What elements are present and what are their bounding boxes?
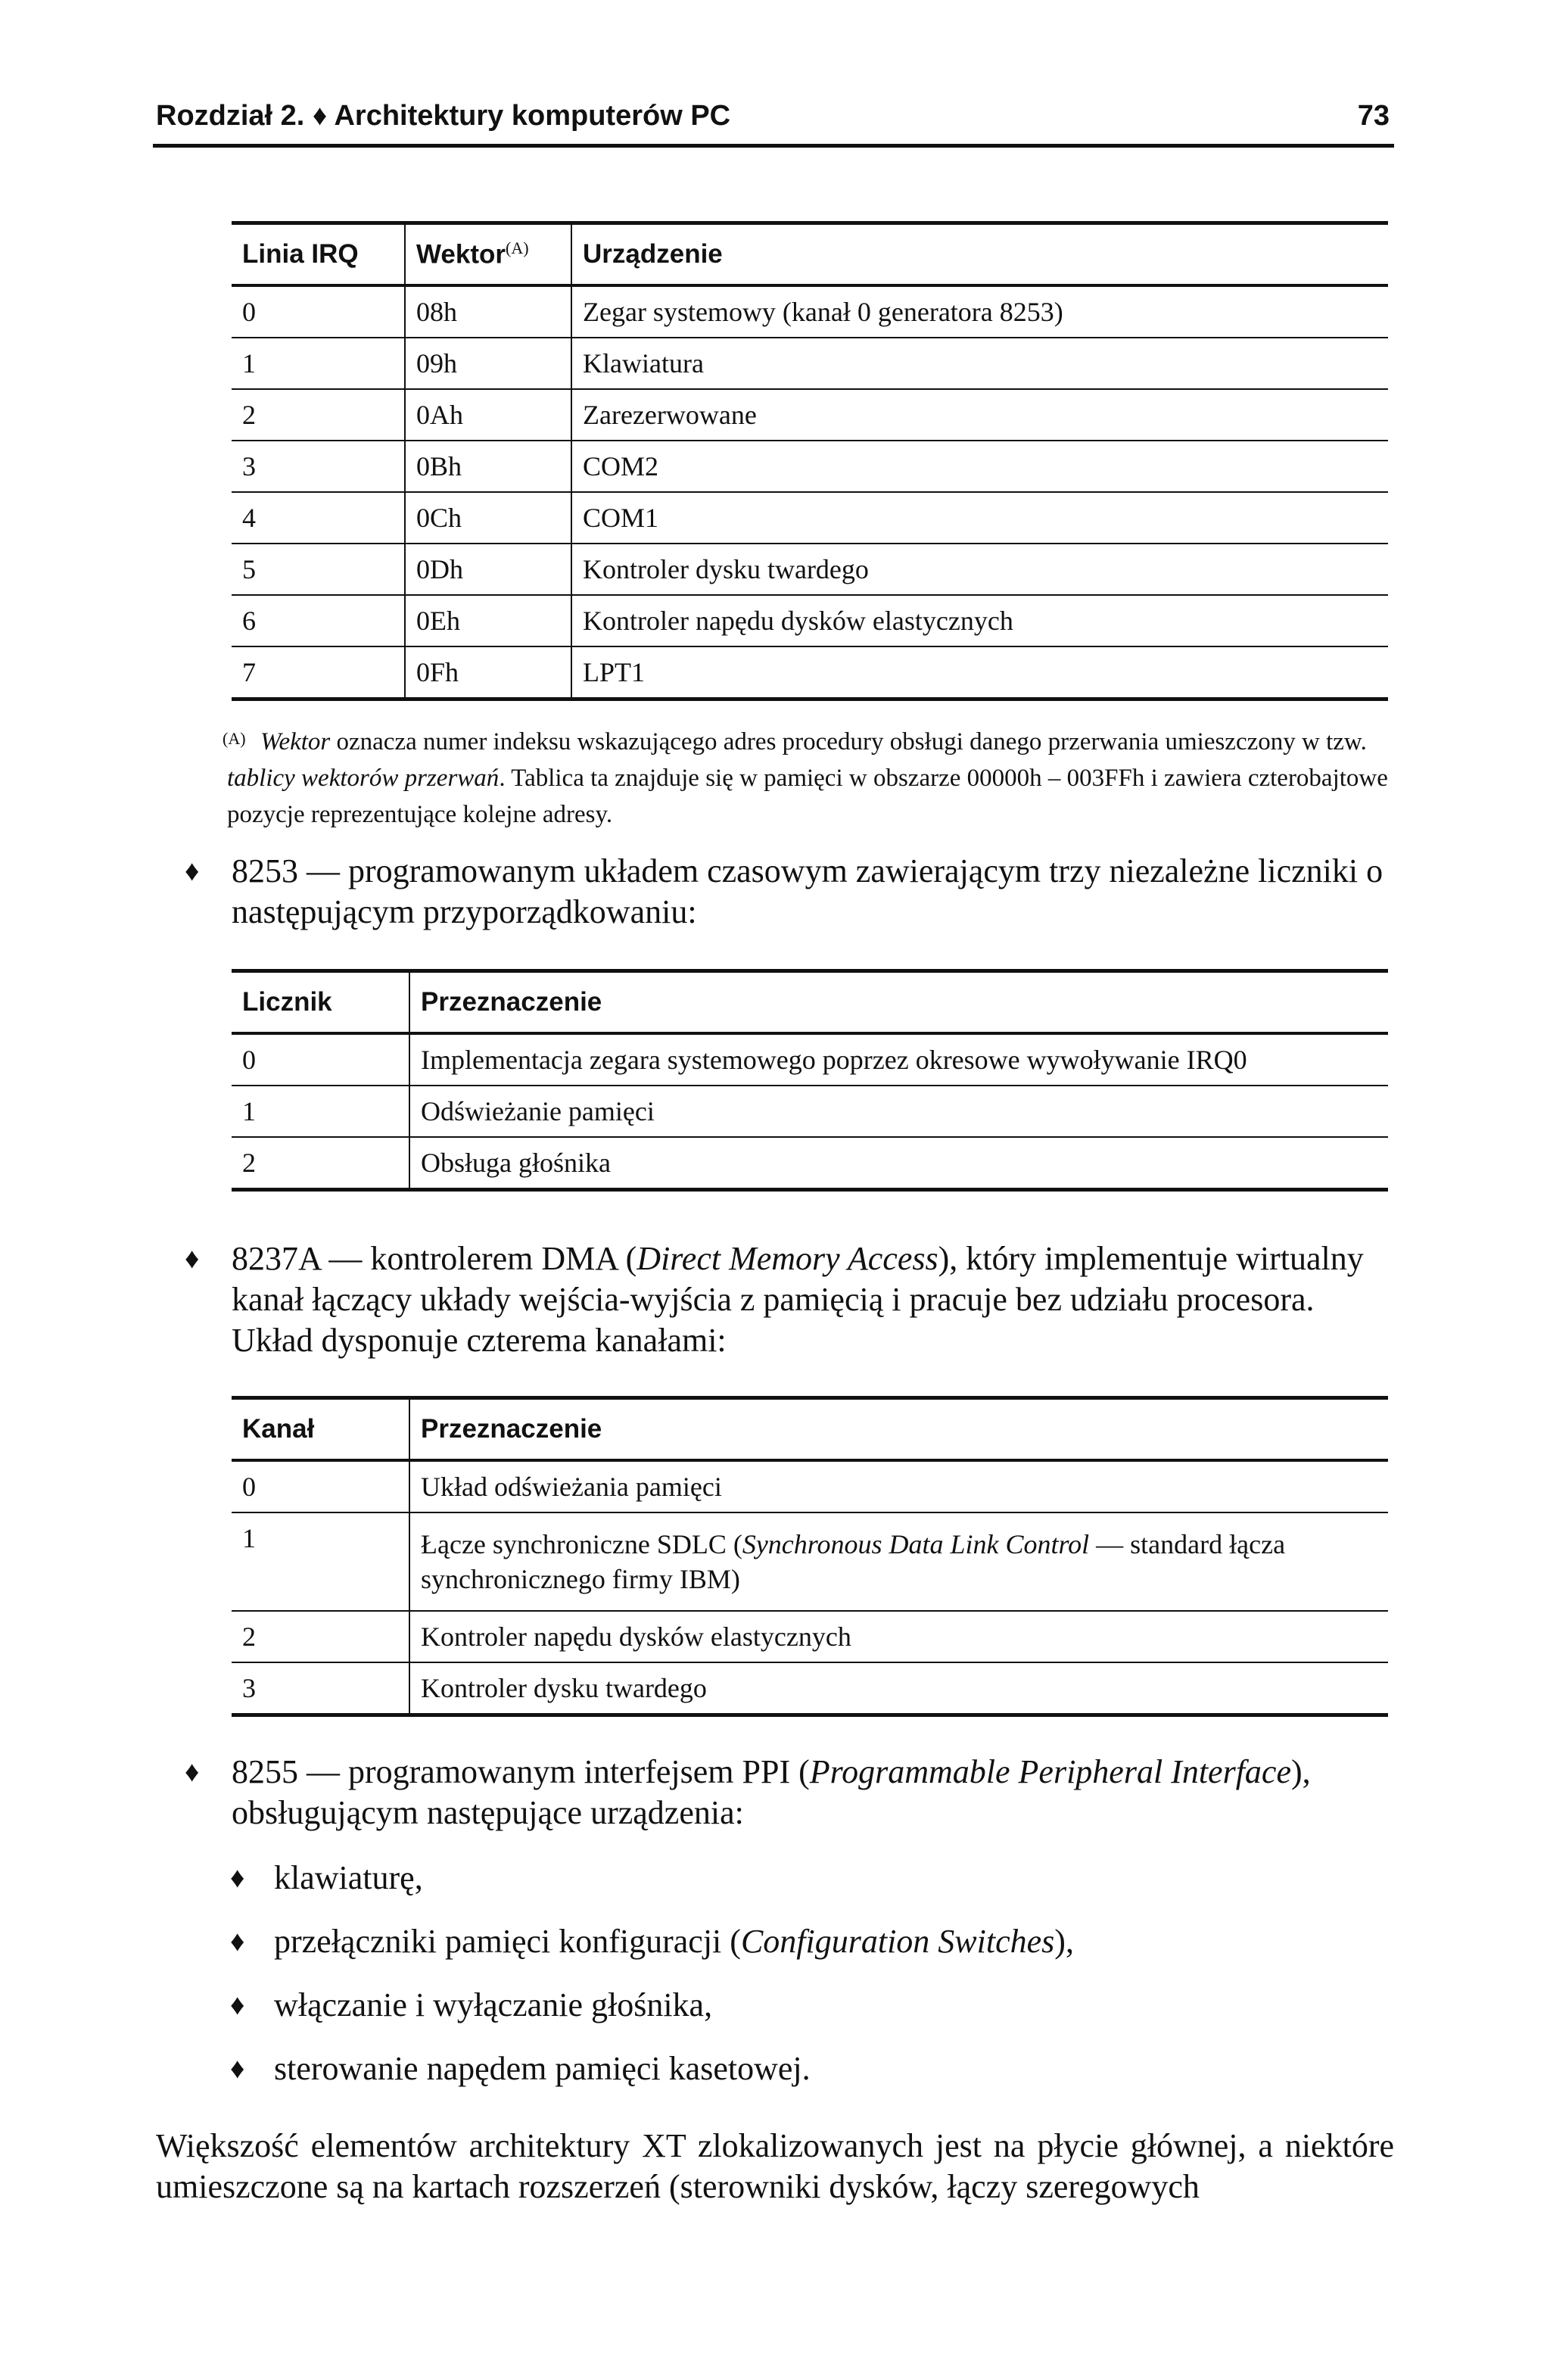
sub-bullet-keyboard: [230, 1858, 1365, 1903]
running-header: Rozdział 2. ♦ Architektury komputerów PC: [156, 100, 731, 132]
table-row: 2 Kontroler napędu dysków elastycznych: [232, 1611, 1388, 1662]
table-row: 6 0Eh Kontroler napędu dysków elastycznych: [232, 595, 1388, 646]
sub-bullet-text: sterowanie napędem pamięci kasetowej.: [274, 2050, 811, 2087]
table-row: 2 0Ah Zarezerwowane: [232, 389, 1388, 441]
table-row: 2 Obsługa głośnika: [232, 1137, 1388, 1190]
col-header-counter: Licznik: [232, 971, 409, 1034]
sub-bullet-text: przełączniki pamięci konfiguracji (Configuration Switches),: [274, 1923, 1074, 1960]
sub-bullet-switches: [230, 1921, 1365, 1967]
table-row: 3 Kontroler dysku twardego: [232, 1662, 1388, 1715]
table-footnote: (A) Wektor oznacza numer indeksu wskazującego adres procedury obsługi danego przerwania umieszczony w tzw. tablicy wektorów przerwań. Tablica ta znajduje się w pamięci w obszarze 00000h – 003FFh i zawiera czterobajtowe pozycje reprezentujące kolejne adresy.: [227, 724, 1393, 833]
bullet-8253: [185, 851, 1396, 942]
sub-bullet-text: włączanie i wyłączanie głośnika,: [274, 1986, 713, 2023]
sub-bullet-text: klawiaturę,: [274, 1859, 423, 1896]
bullet-diamond-icon: ♦: [185, 1756, 200, 1788]
header-rule: [153, 144, 1394, 148]
bullet-diamond-icon: ♦: [230, 1926, 245, 1958]
col-header-channel: Kanał: [232, 1398, 409, 1461]
bullet-diamond-icon: ♦: [230, 1862, 245, 1894]
col-header-irq-line: Linia IRQ: [232, 223, 405, 286]
table-row: 3 0Bh COM2: [232, 441, 1388, 492]
table-row: 0 Układ odświeżania pamięci: [232, 1460, 1388, 1512]
sub-bullet-speaker: [230, 1985, 1365, 2030]
bullet-text: 8253 — programowanym układem czasowym zawierającym trzy niezależne liczniki o następującym przyporządkowaniu:: [232, 852, 1383, 930]
counter-table: [232, 969, 1388, 1192]
table-row: 1 09h Klawiatura: [232, 338, 1388, 389]
table-header-row: [232, 971, 1388, 1034]
bullet-diamond-icon: ♦: [230, 2053, 245, 2085]
bullet-diamond-icon: ♦: [230, 1989, 245, 2021]
bullet-diamond-icon: ♦: [185, 855, 200, 887]
col-header-purpose: Przeznaczenie: [409, 971, 1388, 1034]
table-row: 1 Odświeżanie pamięci: [232, 1086, 1388, 1137]
table-row: 0 Implementacja zegara systemowego poprzez okresowe wywoływanie IRQ0: [232, 1033, 1388, 1086]
channel-table: [232, 1396, 1388, 1717]
bullet-diamond-icon: ♦: [185, 1243, 200, 1275]
table-row: 7 0Fh LPT1: [232, 646, 1388, 699]
closing-paragraph: Większość elementów architektury XT zlokalizowanych jest na płycie głównej, a niektóre umieszczone są na kartach rozszerzeń (sterowniki dysków, łączy szeregowych: [156, 2127, 1394, 2205]
table-header-row: [232, 223, 1388, 286]
table-row: 5 0Dh Kontroler dysku twardego: [232, 544, 1388, 595]
table-row: 1 Łącze synchroniczne SDLC (Synchronous Data Link Control — standard łącza synchronicznego firmy IBM): [232, 1512, 1388, 1611]
table-row: 0 08h Zegar systemowy (kanał 0 generatora 8253): [232, 285, 1388, 338]
col-header-vector: Wektor$^{(A)}$: [405, 223, 571, 286]
bullet-8255: [185, 1752, 1396, 1843]
table-row: 4 0Ch COM1: [232, 492, 1388, 544]
col-header-purpose: Przeznaczenie: [409, 1398, 1388, 1461]
bullet-text: 8237A — kontrolerem DMA (Direct Memory Access), który implementuje wirtualny kanał łączący układy wejścia-wyjścia z pamięcią i pracuje bez udziału procesora. Układ dysponuje czterema kanałami:: [232, 1240, 1364, 1359]
col-header-device: Urządzenie: [571, 223, 1388, 286]
page-number: 73: [1357, 100, 1390, 132]
footnote-mark: (A): [223, 729, 246, 748]
table-header-row: [232, 1398, 1388, 1461]
bullet-8237a: [185, 1238, 1396, 1367]
bullet-text: 8255 — programowanym interfejsem PPI (Programmable Peripheral Interface), obsługującym następujące urządzenia:: [232, 1753, 1311, 1831]
sub-bullet-tape: [230, 2048, 1365, 2094]
irq-table: [232, 221, 1388, 701]
